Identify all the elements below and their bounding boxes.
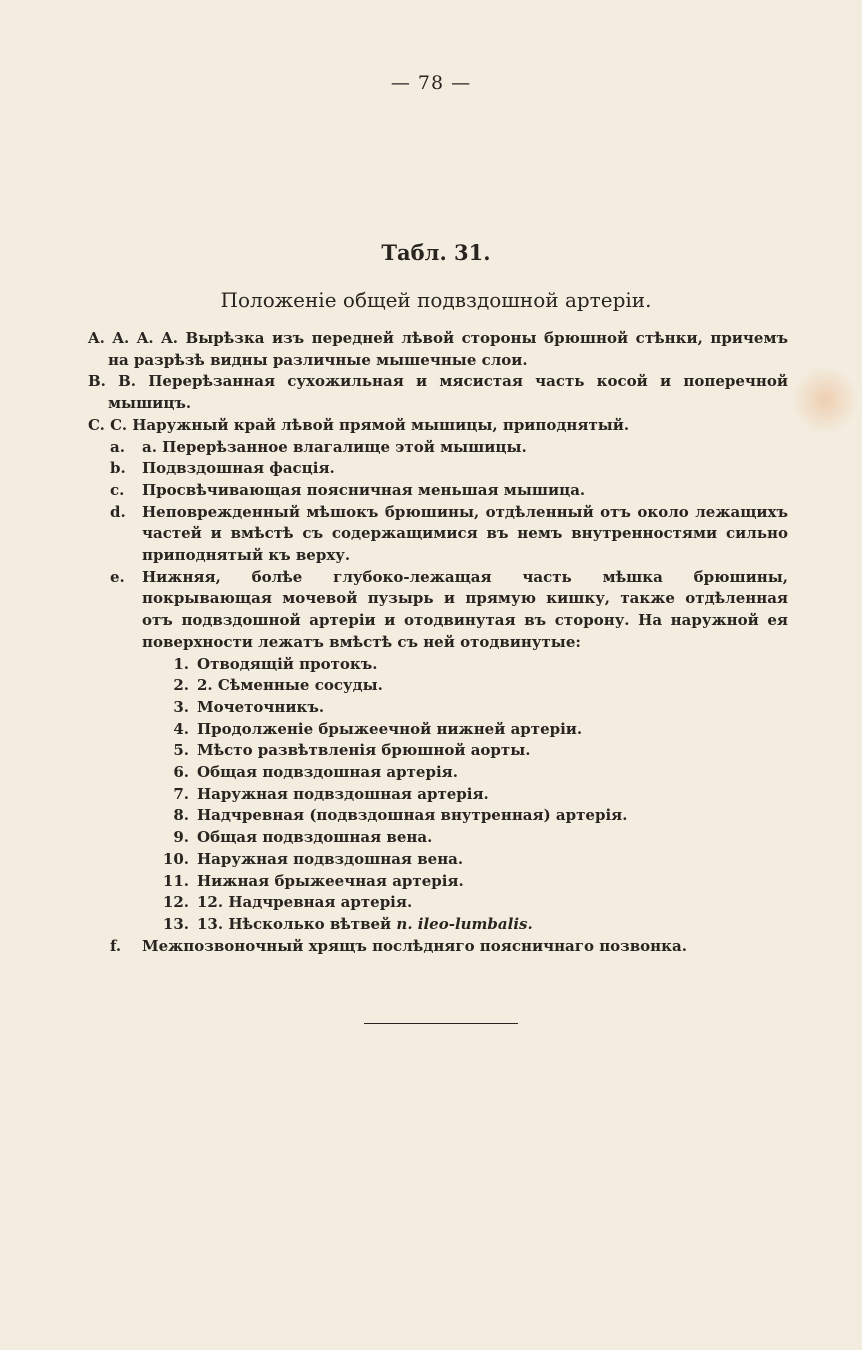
legend-text: Общая подвздошная вена. [197, 828, 433, 847]
legend-entry-11 [88, 871, 788, 893]
legend-label: 1. [173, 654, 189, 673]
legend-entry-12 [88, 892, 788, 914]
legend-label: C. [88, 415, 105, 434]
legend-label: B. [88, 372, 106, 391]
legend-label: 9. [173, 828, 189, 847]
legend-text: Надчревная (подвздошная внутренная) артерiя. [197, 806, 628, 825]
legend-entry-8 [88, 805, 788, 827]
legend-text: Подвздошная фасцiя. [142, 459, 335, 478]
legend-label: 10. [162, 849, 189, 868]
legend-entry-c [88, 480, 788, 502]
legend-entry-b [88, 458, 788, 480]
legend-entry-2 [88, 675, 788, 697]
legend-text: B. Перерѣзанная сухожильная и мясистая часть косой и поперечной мышицъ. [108, 372, 788, 413]
legend-label: 5. [173, 741, 189, 760]
legend-entry-e [88, 567, 788, 654]
legend-entry-6 [88, 762, 788, 784]
legend-label: 6. [173, 763, 189, 782]
legend-label: 7. [173, 784, 189, 803]
legend-label: a. [110, 437, 125, 456]
legend-label: A. [88, 329, 105, 347]
legend-text: Нижняя, болѣе глубоко-лежащая часть мѣшка брюшины, покрывающая мочевой пузырь и прямую кишку, также отдѣленная отъ подвздошной артерiи и отодвинутая въ сторону. На наружной ея поверхности лежатъ вмѣстѣ съ ней отодвинутые: [142, 567, 788, 651]
legend-entry-10 [88, 849, 788, 871]
legend-text: Продолженiе брыжеечной нижней артерiи. [197, 719, 583, 738]
legend-label: d. [110, 502, 126, 521]
figure-legend [88, 328, 788, 957]
table-title: Табл. 31. [381, 240, 491, 265]
legend-entry-5 [88, 740, 788, 762]
legend-label: c. [110, 480, 125, 499]
legend-text: Общая подвздошная артерiя. [197, 763, 458, 782]
table-subtitle: Положенiе общей подвздошной артерiи. [220, 288, 652, 312]
legend-text: Отводящiй протокъ. [197, 654, 378, 673]
legend-entry-9 [88, 827, 788, 849]
legend-entry-7 [88, 784, 788, 806]
legend-label: 3. [173, 697, 189, 716]
legend-label: f. [110, 936, 122, 955]
legend-text: Просвѣчивающая поясничная меньшая мышица. [142, 480, 586, 499]
legend-label: 2. [173, 676, 189, 695]
page-number: — 78 — [390, 72, 472, 94]
legend-text: 2. Сѣменные сосуды. [197, 676, 383, 695]
legend-entry-A [88, 328, 788, 371]
horizontal-rule [364, 1023, 518, 1024]
legend-text: a. Перерѣзанное влагалище этой мышицы. [142, 437, 527, 456]
legend-label: 4. [173, 719, 189, 738]
paper-stain [790, 365, 860, 435]
legend-text: Неповрежденный мѣшокъ брюшины, отдѣленный отъ около лежащихъ частей и вмѣстѣ съ содержащимися въ немъ внутренностями сильно приподнятый къ верху. [142, 502, 788, 565]
legend-entry-d [88, 502, 788, 567]
legend-entry-f [88, 936, 788, 958]
legend-text: Мѣсто развѣтвленiя брюшной аорты. [197, 741, 531, 760]
legend-entry-B [88, 371, 788, 414]
legend-text-latin: n. ileo-lumbalis. [396, 914, 533, 933]
legend-text: Наружная подвздошная вена. [197, 849, 464, 868]
legend-text: 13. Нѣсколько вѣтвей [197, 914, 392, 933]
legend-text: Мочеточникъ. [197, 697, 325, 716]
legend-text: Наружная подвздошная артерiя. [197, 784, 489, 803]
legend-text: Межпозвоночный хрящъ послѣдняго поясничнаго позвонка. [142, 936, 687, 955]
legend-text: A. A. A. Вырѣзка изъ передней лѣвой стороны брюшной стѣнки, причемъ на разрѣзѣ видны различные мышечные слои. [108, 329, 788, 369]
legend-label: 8. [173, 806, 189, 825]
legend-entry-a [88, 437, 788, 459]
legend-entry-4 [88, 719, 788, 741]
legend-entry-1 [88, 654, 788, 676]
legend-text: Нижная брыжеечная артерiя. [197, 871, 464, 890]
legend-label: 13. [162, 914, 189, 933]
legend-text: C. Наружный край лѣвой прямой мышицы, приподнятый. [110, 415, 630, 434]
legend-label: b. [110, 459, 126, 478]
legend-label: e. [110, 567, 125, 586]
legend-label: 11. [162, 871, 189, 890]
legend-label: 12. [162, 893, 189, 912]
legend-text: 12. Надчревная артерiя. [197, 893, 413, 912]
legend-entry-3 [88, 697, 788, 719]
legend-entry-C [88, 415, 788, 437]
legend-entry-13 [88, 914, 788, 936]
